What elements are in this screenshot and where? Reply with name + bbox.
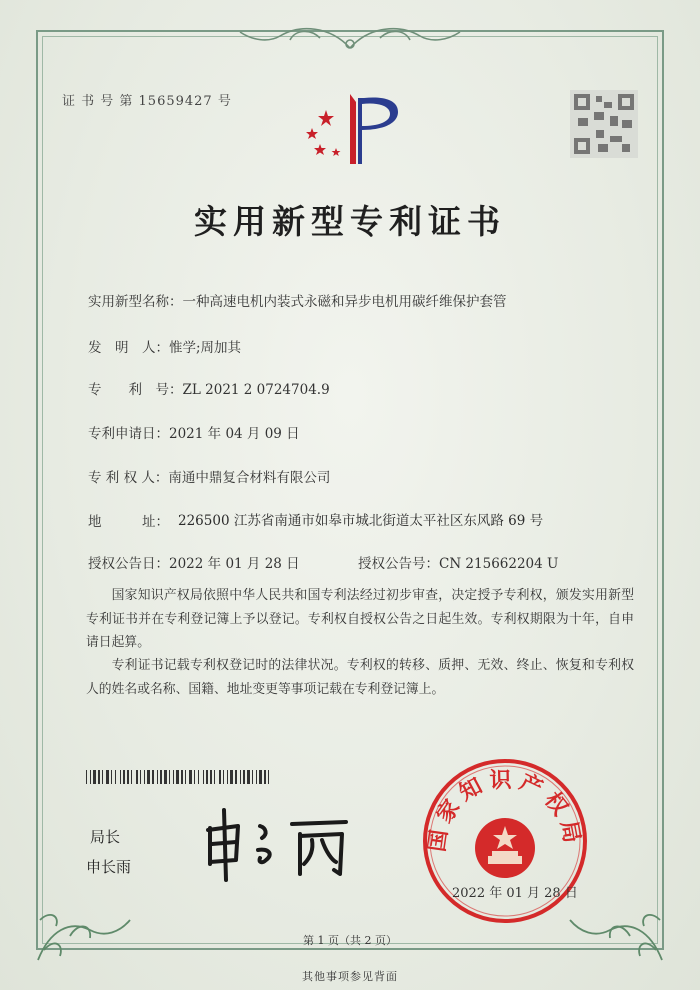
seal-text: 国家知识产权局 (424, 767, 586, 854)
filing-date-value: 2021 年 04 月 09 日 (169, 426, 300, 442)
patent-number-label: 专 利 号： (88, 382, 183, 398)
inventor-value: 惟学;周加其 (169, 340, 242, 356)
row-utility-name (88, 290, 507, 310)
top-ornament (230, 18, 470, 58)
patent-office-logo-icon (298, 88, 408, 172)
qr-code-icon (570, 90, 638, 158)
grant-date-value: 2022 年 01 月 28 日 (169, 556, 300, 572)
row-patentee (88, 466, 330, 486)
certificate-number: 证 书 号 第 15659427 号 (62, 94, 232, 109)
director-signature (196, 804, 366, 884)
row-patent-number (88, 378, 330, 398)
row-address-label (88, 510, 169, 530)
row-grant-date (88, 552, 300, 572)
row-grant-number (358, 552, 558, 572)
legal-paragraph-1: 国家知识产权局依照中华人民共和国专利法经过初步审查，决定授予专利权，颁发实用新型专利证书并在专利登记簿上予以登记。专利权自授权公告之日起生效。专利权期限为十年，自申请日起算。 (86, 588, 634, 650)
address-label: 地 址： (88, 514, 169, 530)
filing-date-label: 专利申请日： (88, 426, 169, 442)
seal-date: 2022 年 01 月 28 日 (452, 886, 578, 901)
page-number: 第 1 页（共 2 页） (303, 934, 397, 947)
row-inventor (88, 336, 241, 356)
grant-date-label: 授权公告日： (88, 556, 169, 572)
director-name: 申长雨 (86, 858, 132, 876)
name-value: 一种高速电机内装式永磁和异步电机用碳纤维保护套管 (182, 294, 507, 310)
national-emblem-icon (475, 818, 535, 878)
patentee-value: 南通中鼎复合材料有限公司 (168, 470, 331, 486)
patent-number-value: ZL 2021 2 0724704.9 (182, 382, 330, 398)
grant-number-value: CN 215662204 U (439, 556, 559, 572)
barcode-icon (86, 770, 272, 784)
row-filing-date (88, 422, 300, 442)
name-label: 实用新型名称： (88, 294, 183, 310)
certificate-title: 实用新型专利证书 (194, 202, 506, 241)
patentee-label: 专 利 权 人： (88, 470, 169, 486)
director-title: 局长 (90, 828, 121, 846)
back-note: 其他事项参见背面 (302, 970, 398, 983)
inventor-label: 发 明 人： (88, 340, 169, 356)
address-value: 226500 江苏省南通市如皋市城北街道太平社区东风路 69 号 (178, 513, 544, 529)
grant-number-label: 授权公告号： (358, 556, 439, 572)
legal-paragraph-2: 专利证书记载专利权登记时的法律状况。专利权的转移、质押、无效、终止、恢复和专利权人的姓名或名称、国籍、地址变更等事项记载在专利登记簿上。 (86, 658, 634, 697)
